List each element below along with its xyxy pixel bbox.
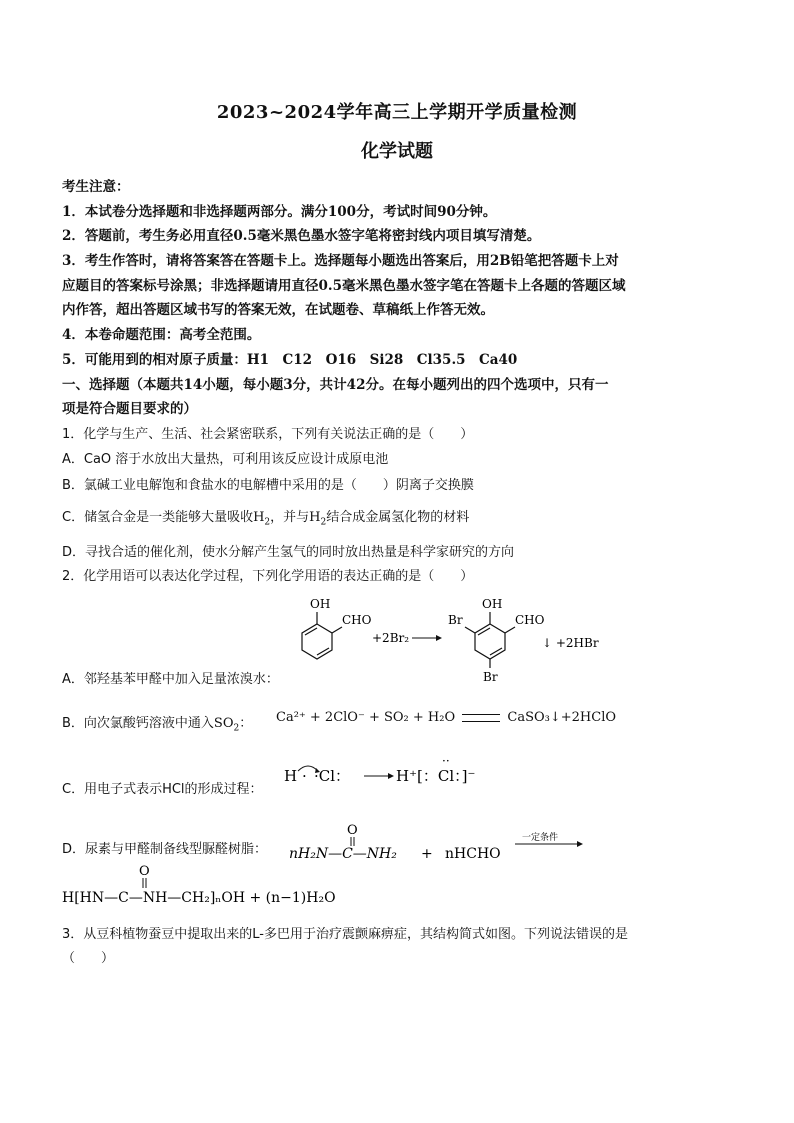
q3-stem: 3．从豆科植物蚕豆中提取出来的L-多巴用于治疗震颤麻痹症，其结构简式如图。下列说法错误的是: [62, 927, 628, 942]
q2-option-a: A．邻羟基苯甲醛中加入足量浓溴水：: [62, 672, 279, 687]
product-br-bottom-label: Br: [483, 670, 498, 684]
q2-option-b-label: B．向次氯酸钙溶液中通入: [62, 716, 214, 731]
q1-option-d: D．寻找合适的催化剂，使水分解产生氢气的同时放出热量是科学家研究的方向: [62, 545, 515, 560]
notice-item-4: 4．本卷命题范围：高考全范围。: [62, 327, 261, 343]
product-tail: ↓ +2HBr: [542, 636, 599, 650]
section-heading-line-1: 一、选择题（本题共14小题，每小题3分，共计42分。在每小题列出的四个选项中，只有一: [62, 377, 609, 393]
bromination-reaction-diagram: [280, 590, 610, 685]
hcl-electron-formula: [282, 757, 542, 791]
notice-item-3: 3．考生作答时，请将答案答在答题卡上。选择题每小题选出答案后，用2B铅笔把答题卡上对: [62, 253, 619, 269]
reactant-benzene-ring: [302, 612, 342, 659]
h2-formula: H: [253, 510, 265, 525]
hydrogen-atom: H: [284, 767, 298, 785]
reaction-condition: 一定条件: [522, 833, 559, 843]
plus-sign: +: [421, 846, 433, 862]
carbonyl-oxygen: O: [347, 823, 358, 838]
q2-option-b-colon: ：: [239, 716, 253, 731]
notice-item-3-cont-1: 应题目的答案标号涂黑；非选择题请用直径0.5毫米黑色墨水签字笔在答题卡上各题的答题区域: [62, 278, 626, 294]
q1-option-c-post: 结合成金属氢化物的材料: [326, 510, 470, 525]
q2-option-c: C．用电子式表示HCl的形成过程：: [62, 782, 263, 797]
reaction-arrow-head: [436, 635, 442, 641]
notice-item-1: 1．本试卷分选择题和非选择题两部分。满分100分，考试时间90分钟。: [62, 204, 497, 220]
reactant-cho-label: CHO: [342, 613, 372, 627]
notice-item-5: 5．可能用到的相对原子质量：H1 C12 O16 Si28 Cl35.5 Ca40: [62, 352, 518, 368]
urea-resin-product: [62, 862, 462, 912]
product-cho-label: CHO: [515, 613, 545, 627]
urea-formaldehyde-reaction: [285, 822, 605, 862]
exam-title: 2023~2024学年高三上学期开学质量检测: [216, 102, 578, 123]
resin-formula: H[HN—C—NH—CH₂]ₙOH + (n−1)H₂O: [62, 890, 336, 906]
chlorine-atom: ·Cl：: [314, 767, 351, 785]
q1-option-c: [62, 506, 469, 528]
q2-option-b-equation: [276, 710, 616, 725]
so2-subscript: 2: [233, 723, 240, 734]
q1-stem: 1．化学与生产、生活、社会紧密联系，下列有关说法正确的是（ ）: [62, 427, 474, 442]
formation-arrow-head: [388, 773, 394, 779]
product-br-left-label: Br: [448, 613, 463, 627]
q2-option-b: [62, 712, 252, 734]
equation-left-side: Ca²⁺ + 2ClO⁻ + SO₂ + H₂O: [276, 710, 456, 725]
hcl-product: H⁺[：Cl：]⁻: [396, 767, 476, 785]
q1-option-c-pre: C．储氢合金是一类能够大量吸收: [62, 510, 254, 525]
notice-heading: 考生注意：: [62, 179, 130, 195]
q2-stem: 2．化学用语可以表达化学过程，下列化学用语的表达正确的是（ ）: [62, 569, 474, 584]
section-heading-line-2: 项是符合题目要求的）: [62, 401, 197, 417]
formaldehyde: nHCHO: [445, 846, 501, 862]
h2-formula-2: H: [309, 510, 321, 525]
urea-formula: nH₂N—C—NH₂: [289, 846, 397, 862]
lone-pair-dots: ··: [442, 757, 450, 768]
notice-item-3-cont-2: 内作答，超出答题区域书写的答案无效，在试题卷、草稿纸上作答无效。: [62, 302, 494, 318]
h2-subscript: 2: [264, 517, 271, 528]
reactant-oh-label: OH: [310, 597, 331, 611]
svg-text:·: ·: [302, 767, 307, 785]
product-oh-label: OH: [482, 597, 503, 611]
equation-right-side: CaSO₃↓+2HClO: [507, 710, 617, 725]
condition-arrow-head: [577, 841, 583, 847]
product-carbonyl-oxygen: O: [139, 864, 150, 879]
q2-option-d: D．尿素与甲醛制备线型脲醛树脂：: [62, 842, 268, 857]
q3-stem-cont: （ ）: [62, 951, 115, 966]
q1-option-c-mid: ，并与: [270, 510, 310, 525]
equal-sign-double-line: [462, 714, 500, 722]
bromine-reagent: +2Br₂: [372, 631, 410, 645]
product-benzene-ring: [465, 612, 515, 668]
exam-subtitle: 化学试题: [361, 141, 433, 162]
so2-formula: SO: [213, 716, 234, 731]
notice-item-2: 2．答题前，考生务必用直径0.5毫米黑色墨水签字笔将密封线内项目填写清楚。: [62, 228, 541, 244]
h2-subscript-2: 2: [320, 517, 327, 528]
q1-option-a: A．CaO 溶于水放出大量热，可利用该反应设计成原电池: [62, 452, 389, 467]
q1-option-b: B．氯碱工业电解饱和食盐水的电解槽中采用的是（ ）阴离子交换膜: [62, 478, 474, 493]
